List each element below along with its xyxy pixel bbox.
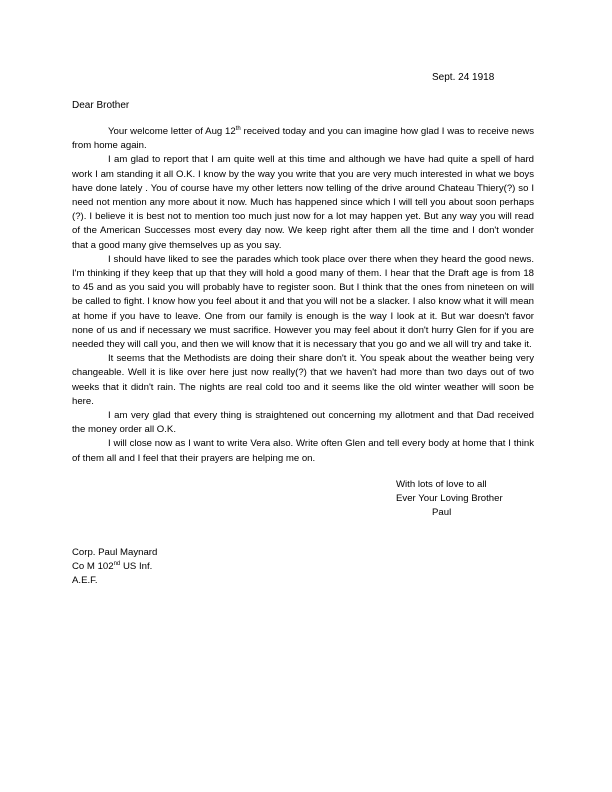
paragraph-2: I am glad to report that I am quite well at this time and although we have had quite a spell of hard work I am standing it all O.K. I know by the way you write that you are very much interested in what we boys have done lately . You of course have my other letters now telling of the drive around Chateau Thiery(?) so I need not mention any more about it now. Much has happened since which I will tell you about soon perhaps (?). I believe it is best not to mention too much just now for a lot may happen yet. But any way you will read of the American Successes most every day now. We keep right after them all the time and I don't wonder that a good many give themselves up as you say.	[72, 154, 534, 251]
superscript: nd	[113, 561, 121, 568]
paragraph-4: It seems that the Methodists are doing their share don't it. You speak about the weather being very changeable. Well it is like over here just now really(?) that we haven't had more than two days out of two weeks that it didn't rain. The nights are real cold too and it seems like the old winter weather will soon be here.	[72, 353, 534, 407]
salutation: Dear Brother	[72, 100, 130, 111]
address-line-2-text: Co M 102	[72, 561, 114, 573]
closing-block	[396, 478, 503, 521]
letter-date: Sept. 24 1918	[432, 72, 495, 83]
address-line-3: A.E.F.	[72, 575, 98, 587]
address-line-2	[72, 560, 157, 574]
paragraph-3: I should have liked to see the parades which took place over there when they heard the good news. I'm thinking if they keep that up that they will hold a good many of them. I hear that the Draft age is from 18 to 45 and as you said you will probably have to register soon. But I think that the ones from nineteen on will be called to fight. I know how you feel about it and that you will not be a slacker. I also know what it will mean at home if you have to leave. One from our family is enough is the way I look at it. But war doesn't favor none of us and if necessary we must sacrifice. However you may feel about it don't hurry Glen for if you are needed they will call you, and then we will know that it is necessary that you go and we all will try and take it.	[72, 253, 534, 351]
sender-address	[72, 546, 157, 589]
paragraph-1-text: Your welcome letter of Aug 12	[108, 126, 236, 137]
superscript: th	[235, 125, 241, 132]
letter-body	[72, 125, 534, 466]
address-line-2-text-cont: US Inf.	[120, 561, 153, 573]
address-line-1: Corp. Paul Maynard	[72, 547, 158, 558]
paragraph-1-text-cont: received today and you can imagine how glad I was to receive news from home again.	[72, 126, 535, 152]
paragraph-1	[72, 125, 534, 153]
closing-line-2: Ever Your Loving Brother	[396, 493, 503, 505]
paragraph-6: I will close now as I want to write Vera also. Write often Glen and tell every body at home that I think of them all and I feel that their prayers are helping me on.	[72, 438, 534, 464]
paragraph-5: I am very glad that every thing is straightened out concerning my allotment and that Dad received the money order all O.K.	[72, 410, 534, 436]
signature-name: Paul	[432, 507, 452, 519]
closing-line-1: With lots of love to all	[396, 479, 487, 490]
